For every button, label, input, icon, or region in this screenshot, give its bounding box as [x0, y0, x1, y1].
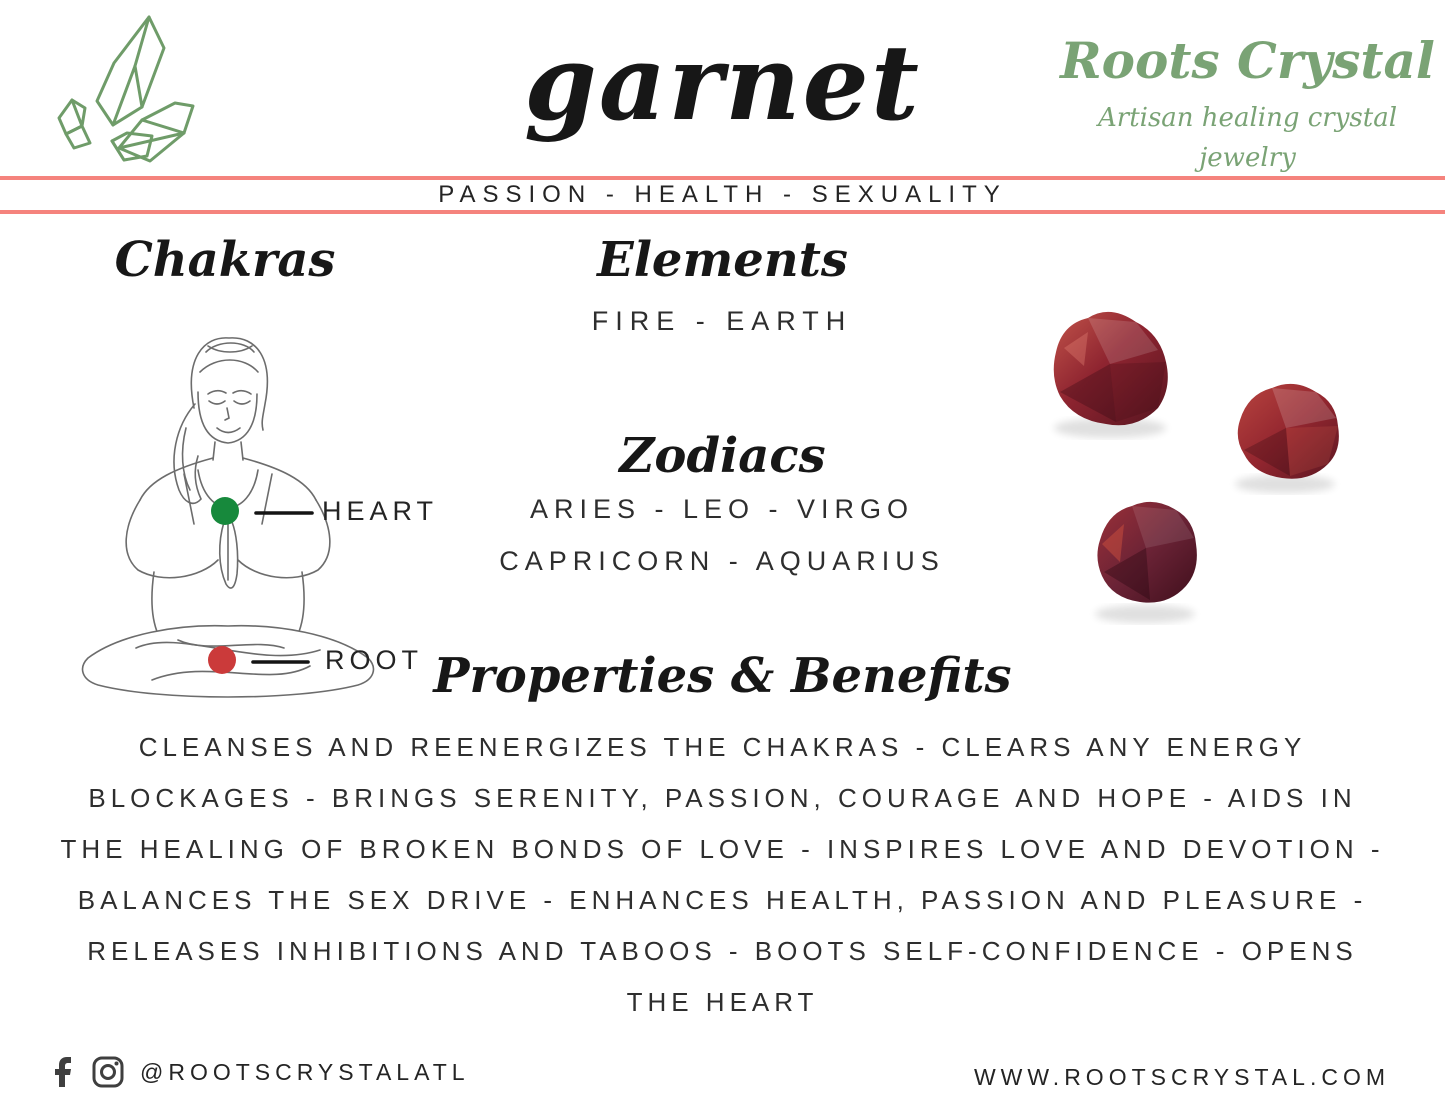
- elements-heading: Elements: [597, 232, 848, 288]
- keywords-text: PASSION - HEALTH - SEXUALITY: [438, 181, 1007, 208]
- zodiacs-line-2: CAPRICORN - AQUARIUS: [499, 546, 945, 576]
- footer-social-block: [52, 1056, 470, 1088]
- brand-tagline: Artisan healing crystal jewelry: [1097, 103, 1398, 173]
- root-chakra-label: ROOT: [325, 645, 423, 675]
- facebook-icon[interactable]: [52, 1057, 76, 1087]
- chakras-heading: Chakras: [114, 232, 336, 288]
- crystal-cluster-icon: [52, 8, 204, 168]
- website-url[interactable]: WWW.ROOTSCRYSTAL.COM: [973, 1064, 1390, 1090]
- zodiacs-heading: Zodiacs: [619, 428, 826, 484]
- page-title: garnet: [524, 21, 921, 144]
- heart-chakra-label: HEART: [322, 496, 439, 526]
- properties-text: CLEANSES AND REENERGIZES THE CHAKRAS - CLEARS ANY ENERGY BLOCKAGES - BRINGS SERENITY, PASSION, COURAGE AND HOPE - AIDS IN THE HEALING OF BROKEN BONDS OF LOVE - INSPIRES LOVE AND DEVOTION - BALANCES THE SEX DRIVE - ENHANCES HEALTH, PASSION AND PLEASURE - RELEASES INHIBITIONS AND TABOOS - BOOTS SELF-CONFIDENCE - OPENS THE HEART: [60, 732, 1385, 1017]
- instagram-icon[interactable]: [92, 1056, 124, 1088]
- keywords-banner: [0, 176, 1445, 214]
- brand-name: Roots Crystal: [1060, 31, 1435, 90]
- social-handle[interactable]: @ROOTSCRYSTALATL: [140, 1058, 470, 1085]
- properties-heading: Properties & Benefits: [433, 648, 1012, 704]
- brand-block: [1050, 30, 1445, 178]
- zodiacs-line-1: ARIES - LEO - VIRGO: [529, 494, 915, 524]
- elements-values: FIRE - EARTH: [591, 306, 853, 336]
- garnet-stones-image: [1018, 292, 1442, 637]
